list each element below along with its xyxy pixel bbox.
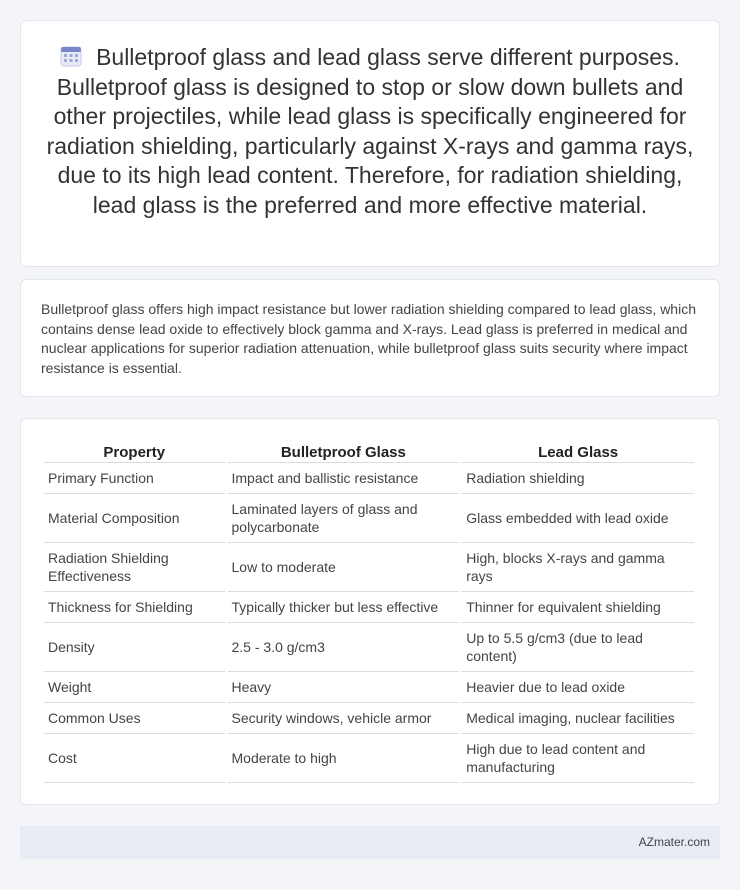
table-cell: High due to lead content and manufacturing	[462, 734, 694, 783]
table-cell: 2.5 - 3.0 g/cm3	[228, 623, 460, 672]
table-cell: Thickness for Shielding	[44, 592, 225, 623]
header-lead-glass: Lead Glass	[462, 439, 694, 463]
table-cell: Glass embedded with lead oxide	[462, 494, 694, 543]
table-cell: Cost	[44, 734, 225, 783]
summary-card	[20, 279, 720, 397]
title-text: Bulletproof glass and lead glass serve different purposes. Bulletproof glass is designed to stop or slow down bullets and other projectiles, while lead glass is specifically engineered for radiation shielding, particularly against X-rays and gamma rays, due to its high lead content. Therefore, for radiation shielding, lead glass is the preferred and more effective material.	[46, 44, 694, 218]
footer-brand[interactable]: AZmater.com	[638, 835, 710, 849]
table-header-row	[44, 439, 694, 463]
table-cell: Moderate to high	[228, 734, 460, 783]
comparison-table-card	[20, 418, 720, 805]
table-row	[44, 494, 694, 543]
table-cell: Up to 5.5 g/cm3 (due to lead content)	[462, 623, 694, 672]
table-cell: Common Uses	[44, 703, 225, 734]
summary-text: Bulletproof glass offers high impact resistance but lower radiation shielding compared to lead glass, which contains dense lead oxide to effectively block gamma and X-rays. Lead glass is preferred in medical and nuclear applications for superior radiation attenuation, while bulletproof glass suits security where impact resistance is essential.	[41, 301, 696, 376]
table-row	[44, 623, 694, 672]
calendar-grid-icon	[60, 45, 82, 67]
table-row	[44, 543, 694, 592]
table-cell: Laminated layers of glass and polycarbonate	[228, 494, 460, 543]
page-title	[45, 43, 695, 220]
table-cell: Radiation shielding	[462, 463, 694, 494]
table-cell: Typically thicker but less effective	[228, 592, 460, 623]
table-cell: Weight	[44, 672, 225, 703]
table-cell: Impact and ballistic resistance	[228, 463, 460, 494]
table-cell: Security windows, vehicle armor	[228, 703, 460, 734]
table-row	[44, 592, 694, 623]
table-cell: Primary Function	[44, 463, 225, 494]
header-bulletproof-glass: Bulletproof Glass	[228, 439, 460, 463]
comparison-table	[41, 439, 697, 783]
title-card	[20, 20, 720, 267]
table-row	[44, 703, 694, 734]
table-row	[44, 734, 694, 783]
table-cell: Material Composition	[44, 494, 225, 543]
table-cell: Thinner for equivalent shielding	[462, 592, 694, 623]
table-cell: High, blocks X-rays and gamma rays	[462, 543, 694, 592]
table-cell: Medical imaging, nuclear facilities	[462, 703, 694, 734]
table-row	[44, 672, 694, 703]
table-cell: Heavier due to lead oxide	[462, 672, 694, 703]
table-cell: Heavy	[228, 672, 460, 703]
table-row	[44, 463, 694, 494]
header-property: Property	[44, 439, 225, 463]
footer	[20, 826, 720, 859]
table-cell: Radiation Shielding Effectiveness	[44, 543, 225, 592]
table-cell: Low to moderate	[228, 543, 460, 592]
table-cell: Density	[44, 623, 225, 672]
